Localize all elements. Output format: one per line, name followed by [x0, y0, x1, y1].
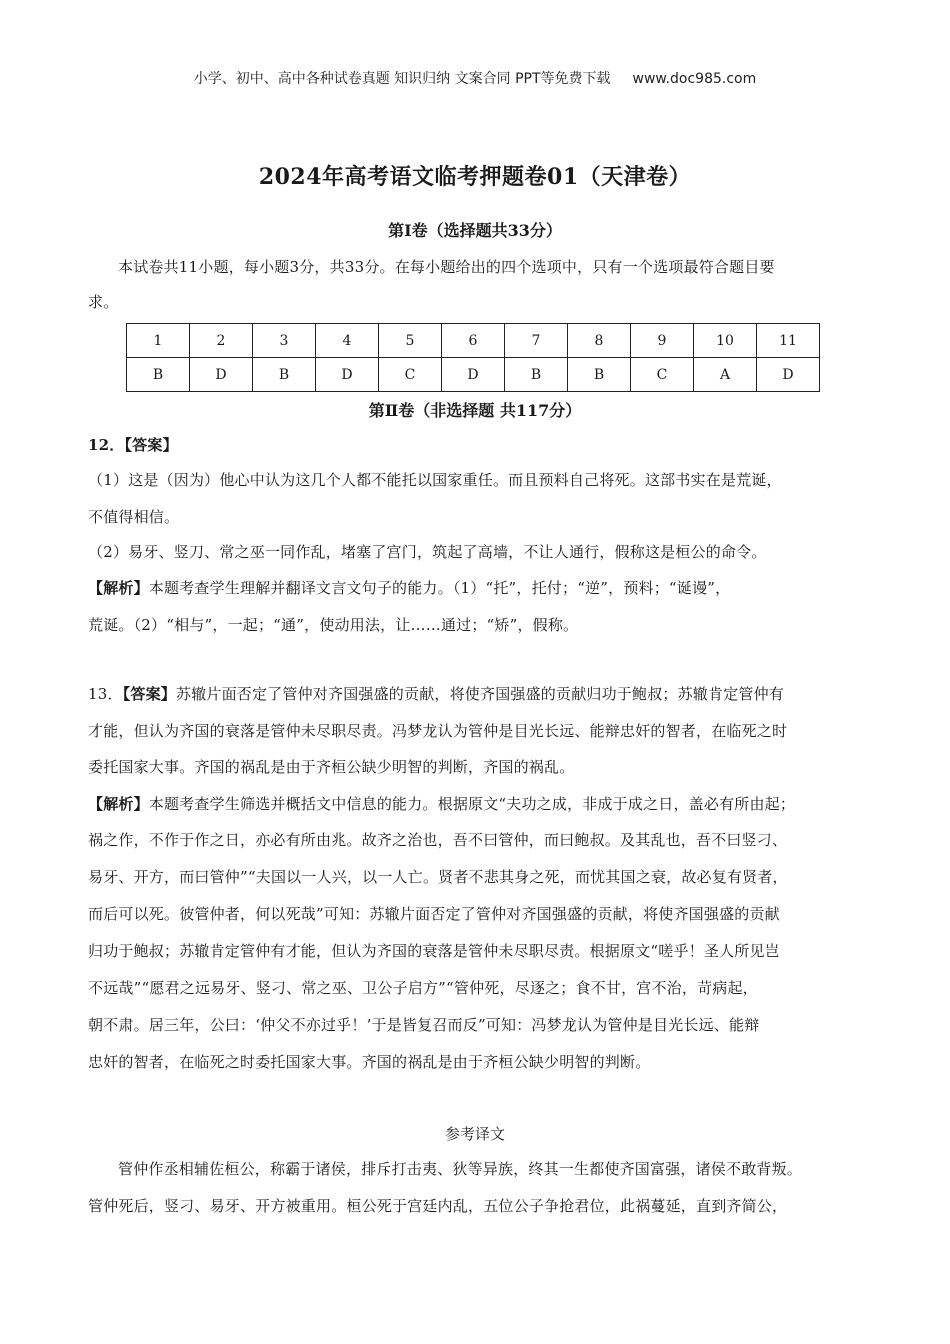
answer-cell: B: [568, 358, 631, 392]
q13-analysis-text: 本题考查学生筛选并概括文中信息的能力。根据原文“夫功之成，非成于成之日，盖必有所由起；: [148, 795, 796, 813]
answer-cell: D: [757, 358, 820, 392]
question-number-cell: 6: [442, 324, 505, 358]
question-number-cell: 4: [316, 324, 379, 358]
part1-intro-line1: 本试卷共11小题，每小题3分，共33分。在每小题给出的四个选项中，只有一个选项最符合题目要: [118, 258, 775, 276]
q13-answer-line3: 委托国家大事。齐国的祸乱是由于齐桓公缺少明智的判断，齐国的祸乱。: [88, 758, 575, 776]
q13-answer-line1: [88, 683, 868, 704]
answer-cell: C: [631, 358, 694, 392]
question-number-cell: 3: [253, 324, 316, 358]
part1-intro-line2: 求。: [88, 293, 119, 311]
q12-analysis-line1: [88, 577, 868, 598]
question-number-cell: 11: [757, 324, 820, 358]
question-number-cell: 10: [694, 324, 757, 358]
header-url[interactable]: www.doc985.com: [632, 71, 757, 87]
answer-cell: B: [253, 358, 316, 392]
translation-line2: 管仲死后，竖刁、易牙、开方被重用。桓公死于宫廷内乱，五位公子争抢君位，此祸蔓延，直到齐简公，: [88, 1197, 788, 1215]
answer-table-answer-row: [127, 358, 820, 392]
question-number-cell: 9: [631, 324, 694, 358]
answer-cell: D: [442, 358, 505, 392]
answer-cell: D: [316, 358, 379, 392]
question-number-cell: 5: [379, 324, 442, 358]
q13-analysis-line: 忠奸的智者，在临死之时委托国家大事。齐国的祸乱是由于齐桓公缺少明智的判断。: [88, 1053, 651, 1071]
q13-answer-line2: 才能，但认为齐国的衰落是管仲未尽职尽责。冯梦龙认为管仲是目光长远、能辩忠奸的智者，在临死之时: [88, 722, 788, 740]
q13-analysis-line: 朝不肃。居三年，公曰：‘仲父不亦过乎！’于是皆复召而反”可知：冯梦龙认为管仲是目光长远、能辩: [88, 1016, 760, 1034]
q13-answer-tag: 【答案】: [122, 685, 176, 703]
q12-answer1-line2: 不值得相信。: [88, 508, 180, 526]
page-title: 2024年高考语文临考押题卷01（天津卷）: [258, 164, 692, 190]
q13-analysis-line: 祸之作，不作于作之日，亦必有所由兆。故齐之治也，吾不曰管仲，而曰鲍叔。及其乱也，吾不曰竖刁、: [88, 831, 788, 849]
answer-cell: B: [505, 358, 568, 392]
question-number-cell: 2: [190, 324, 253, 358]
answer-table-question-row: [127, 324, 820, 358]
answer-table: [126, 323, 820, 392]
answer-cell: C: [379, 358, 442, 392]
q13-analysis-line1: [88, 793, 868, 814]
q13-answer-text: 苏辙片面否定了管仲对齐国强盛的贡献，将使齐国强盛的贡献归功于鲍叔；苏辙肯定管仲有: [176, 685, 785, 703]
q12-analysis-line2: 荒诞。（2）“相与”，一起；“通”，使动用法，让……通过；“矫”，假称。: [88, 616, 579, 634]
page-header: [0, 68, 950, 88]
q13-analysis-line: 归功于鲍叔；苏辙肯定管仲有才能，但认为齐国的衰落是管仲未尽职尽责。根据原文“嗟乎！圣人所见岂: [88, 942, 780, 960]
question-number-cell: 7: [505, 324, 568, 358]
part1-heading: 第Ⅰ卷（选择题共33分）: [388, 221, 562, 240]
translation-heading: 参考译文: [444, 1125, 505, 1143]
translation-line1: 管仲作丞相辅佐桓公，称霸于诸侯，排斥打击夷、狄等异族，终其一生都使齐国富强，诸侯不敢背叛。: [118, 1160, 803, 1178]
q13-analysis-line: 易牙、开方，而曰管仲”“夫国以一人兴，以一人亡。贤者不悲其身之死，而忧其国之衰，故必复有贤者，: [88, 868, 788, 886]
q12-answer1-line1: （1）这是（因为）他心中认为这几个人都不能托以国家重任。而且预料自己将死。这部书实在是荒诞，: [88, 471, 782, 489]
q12-label: 12．【答案】: [88, 436, 178, 454]
q13-prefix: 13．: [88, 685, 123, 703]
q13-analysis-tag: 【解析】: [88, 795, 149, 813]
question-number-cell: 1: [127, 324, 190, 358]
answer-cell: D: [190, 358, 253, 392]
part2-heading: 第Ⅱ卷（非选择题 共117分）: [368, 401, 582, 420]
q13-analysis-line: 而后可以死。彼管仲者，何以死哉”可知：苏辙片面否定了管仲对齐国强盛的贡献，将使齐国强盛的贡献: [88, 905, 780, 923]
answer-cell: B: [127, 358, 190, 392]
answer-cell: A: [694, 358, 757, 392]
q13-analysis-line: 不远哉”“愿君之远易牙、竖刁、常之巫、卫公子启方”“管仲死，尽逐之；食不甘，宫不治，苛病起，: [88, 979, 758, 997]
question-number-cell: 8: [568, 324, 631, 358]
q12-answer2: （2）易牙、竖刀、常之巫一同作乱，堵塞了宫门，筑起了高墙，不让人通行，假称这是桓公的命令。: [88, 543, 767, 561]
q12-analysis-tag: 【解析】: [88, 579, 149, 597]
q12-analysis-text: 本题考查学生理解并翻译文言文句子的能力。（1）“托”，托付；“逆”，预料；“诞谩”，: [148, 579, 731, 597]
header-text: 小学、初中、高中各种试卷真题 知识归纳 文案合同 PPT等免费下载: [193, 71, 611, 87]
